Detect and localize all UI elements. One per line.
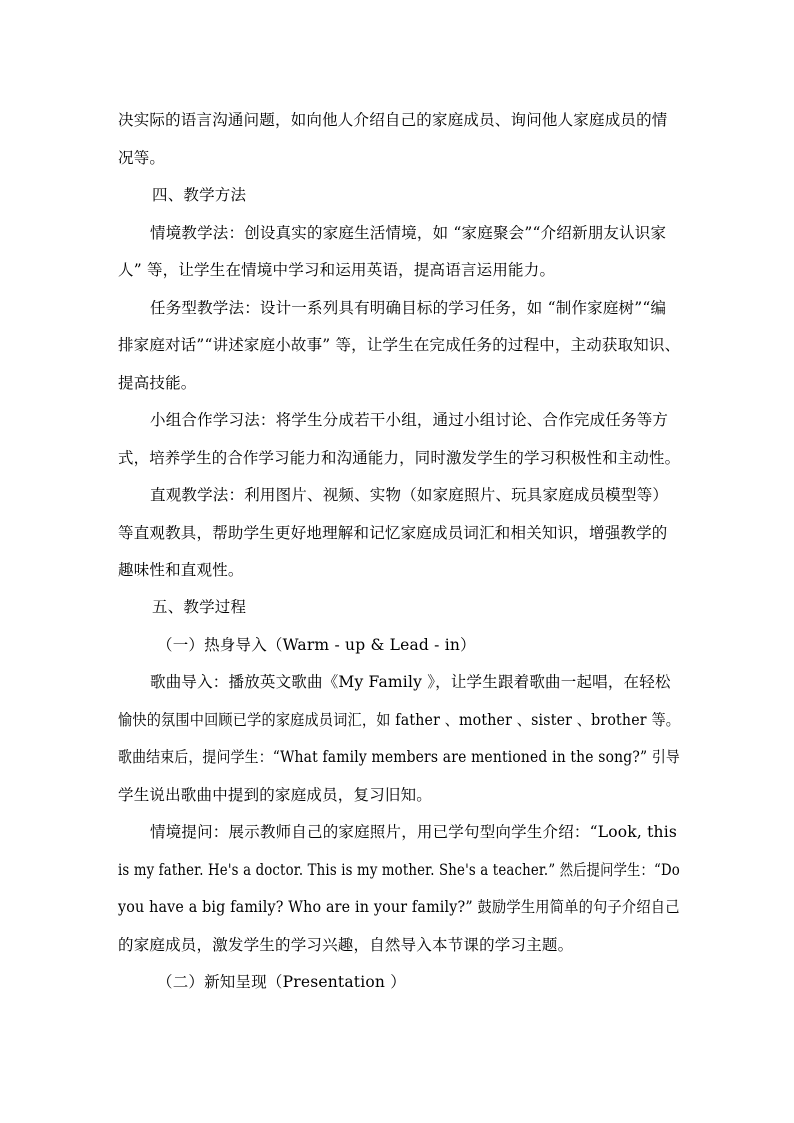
text-line: 决实际的语言沟通问题，如向他人介绍自己的家庭成员、询问他人家庭成员的情	[118, 111, 668, 129]
text-line: 情境教学法：创设真实的家庭生活情境，如 “家庭聚会”“介绍新朋友认识家	[150, 224, 667, 242]
text-line: 排家庭对话”“讲述家庭小故事” 等，让学生在完成任务的过程中，主动获取知识、	[118, 336, 681, 354]
subsection-heading: （二）新知呈现（Presentation ）	[157, 973, 406, 991]
text-line: 人” 等，让学生在情境中学习和运用英语，提高语言运用能力。	[118, 261, 556, 279]
text-line: 学生说出歌曲中提到的家庭成员，复习旧知。	[118, 786, 433, 804]
text-line: you have a big family? Who are in your family?” 鼓励学生用简单的句子介绍自己	[118, 898, 680, 916]
text-line: 小组合作学习法：将学生分成若干小组，通过小组讨论、合作完成任务等方	[150, 411, 669, 429]
section-heading: 五、教学过程	[152, 598, 247, 616]
text-line: 等直观教具，帮助学生更好地理解和记忆家庭成员词汇和相关知识，增强教学的	[118, 524, 668, 542]
text-line: 提高技能。	[118, 374, 197, 392]
text-line: 趣味性和直观性。	[118, 561, 244, 579]
text-line: is my father. He's a doctor. This is my mother. She's a teacher.” 然后提问学生：“Do	[118, 861, 680, 879]
subsection-heading: （一）热身导入（Warm - up & Lead - in）	[157, 636, 476, 654]
text-line: 的家庭成员，激发学生的学习兴趣，自然导入本节课的学习主题。	[118, 936, 574, 954]
section-heading: 四、教学方法	[152, 186, 247, 204]
text-line: 歌曲导入：播放英文歌曲《My Family 》，让学生跟着歌曲一起唱，在轻松	[150, 673, 671, 691]
text-line: 任务型教学法：设计一系列具有明确目标的学习任务，如 “制作家庭树”“编	[150, 299, 667, 317]
text-line: 愉快的氛围中回顾已学的家庭成员词汇，如 father 、mother 、sister 、brother 等。	[118, 711, 681, 729]
text-line: 式，培养学生的合作学习能力和沟通能力，同时激发学生的学习积极性和主动性。	[118, 449, 681, 467]
text-line: 直观教学法：利用图片、视频、实物（如家庭照片、玩具家庭成员模型等）	[150, 486, 669, 504]
text-line: 情境提问：展示教师自己的家庭照片，用已学句型向学生介绍：“Look, this	[150, 823, 678, 841]
text-line: 况等。	[118, 149, 166, 167]
text-line: 歌曲结束后，提问学生：“What family members are mentioned in the song?” 引导	[118, 748, 681, 766]
